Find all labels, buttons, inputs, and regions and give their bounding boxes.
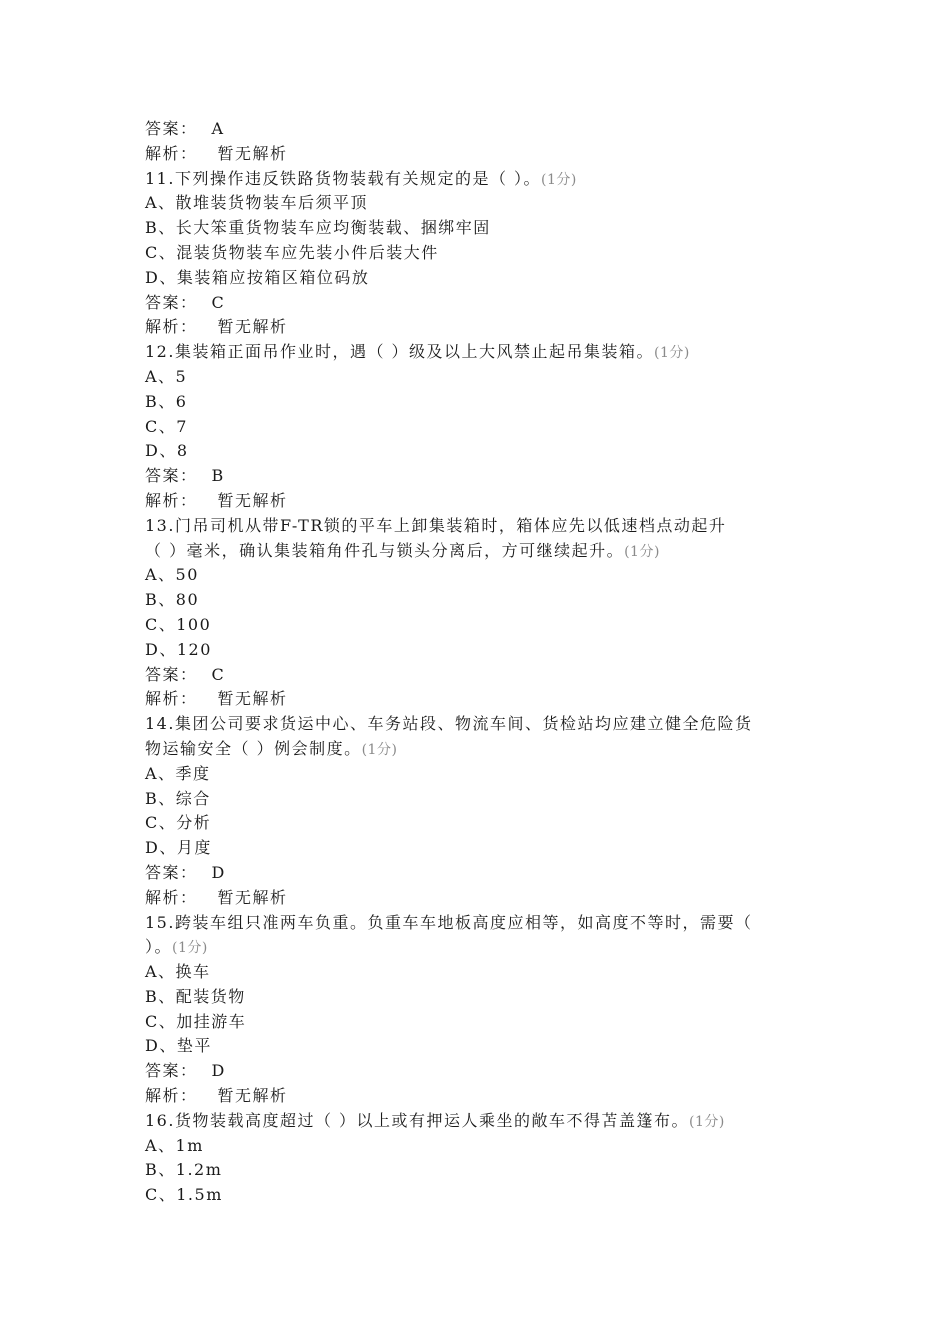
option-line [145,266,835,291]
option-text: D、120 [145,639,212,659]
answer-value: B [211,466,225,486]
analysis-value: 暂无解析 [217,1086,288,1106]
option-line [145,415,835,440]
question-text: 11.下列操作违反铁路货物装载有关规定的是（ ）。 [145,168,542,188]
question-text: 14.集团公司要求货运中心、车务站段、物流车间、货检站均应建立健全危险货 [145,714,753,734]
option-line [145,811,835,836]
answer-value: D [211,1061,226,1081]
analysis-line [145,687,835,712]
analysis-value: 暂无解析 [217,887,288,907]
question-text: 15.跨装车组只准两车负重。负重车车地板高度应相等，如高度不等时，需要（ [145,912,753,932]
option-line [145,613,835,638]
option-line [145,1010,835,1035]
answer-value: C [211,292,226,312]
question-line [145,935,835,960]
option-text: B、长大笨重货物装车应均衡装载、捆绑牢固 [145,218,491,238]
option-text: D、月度 [145,838,212,858]
question-line [145,167,835,192]
option-line [145,241,835,266]
option-line [145,216,835,241]
question-line [145,1109,835,1134]
analysis-value: 暂无解析 [217,689,288,709]
option-text: A、5 [145,366,188,386]
answer-line [145,1059,835,1084]
analysis-line [145,1084,835,1109]
question-line [145,514,835,539]
option-text: D、垫平 [145,1036,212,1056]
document-body [145,117,835,1208]
option-line [145,638,835,663]
option-line [145,588,835,613]
answer-line [145,464,835,489]
analysis-value: 暂无解析 [217,490,288,510]
answer-line [145,117,835,142]
question-score: (1分) [541,171,577,188]
analysis-label: 解析： [145,490,198,510]
answer-value: D [211,862,226,882]
analysis-label: 解析： [145,143,198,163]
option-line [145,365,835,390]
question-line [145,712,835,737]
analysis-line [145,489,835,514]
answer-line [145,861,835,886]
analysis-label: 解析： [145,887,198,907]
option-text: B、80 [145,590,200,610]
question-text: 13.门吊司机从带F-TR锁的平车上卸集装箱时，箱体应先以低速档点动起升 [145,515,727,535]
option-text: C、7 [145,416,188,436]
option-line [145,563,835,588]
answer-value: C [211,664,226,684]
analysis-line [145,315,835,340]
question-text: 物运输安全（ ）例会制度。 [145,738,362,758]
option-text: D、集装箱应按箱区箱位码放 [145,267,370,287]
answer-line [145,291,835,316]
question-text: 16.货物装载高度超过（ ）以上或有押运人乘坐的敞车不得苫盖篷布。 [145,1110,690,1130]
analysis-value: 暂无解析 [217,143,288,163]
option-line [145,1158,835,1183]
analysis-value: 暂无解析 [217,317,288,337]
option-line [145,1183,835,1208]
answer-label: 答案： [145,466,198,486]
question-score: (1分) [624,543,660,560]
analysis-label: 解析： [145,689,198,709]
answer-value: A [211,119,225,138]
option-text: B、1.2m [145,1160,223,1180]
option-line [145,1034,835,1059]
option-line [145,960,835,985]
analysis-label: 解析： [145,1086,198,1106]
option-text: B、6 [145,391,188,411]
option-line [145,439,835,464]
answer-label: 答案： [145,119,198,138]
option-text: A、季度 [145,763,211,783]
question-text: ）。 [145,937,173,957]
option-text: B、配装货物 [145,986,246,1006]
option-line [145,390,835,415]
question-line [145,539,835,564]
option-text: A、换车 [145,962,211,982]
option-line [145,836,835,861]
question-score: (1分) [361,741,398,758]
analysis-line [145,142,835,167]
question-score: (1分) [172,940,208,957]
question-score: (1分) [689,1113,725,1130]
option-text: C、加挂游车 [145,1011,247,1031]
question-line [145,340,835,365]
option-text: C、混装货物装车应先装小件后装大件 [145,242,439,262]
question-text: 12.集装箱正面吊作业时，遇（ ）级及以上大风禁止起吊集装箱。 [145,342,655,362]
question-score: (1分) [654,345,690,362]
option-line [145,787,835,812]
answer-line [145,663,835,688]
option-line [145,1134,835,1159]
option-line [145,191,835,216]
answer-label: 答案： [145,292,198,312]
option-text: C、分析 [145,813,212,833]
option-text: A、1m [145,1135,204,1155]
question-text: （ ）毫米，确认集装箱角件孔与锁头分离后，方可继续起升。 [145,540,625,560]
option-line [145,985,835,1010]
analysis-line [145,886,835,911]
option-text: B、综合 [145,788,211,808]
option-text: A、50 [145,565,199,585]
answer-label: 答案： [145,862,198,882]
option-line [145,762,835,787]
question-line [145,737,835,762]
option-text: C、1.5m [145,1185,223,1205]
answer-label: 答案： [145,664,198,684]
answer-label: 答案： [145,1061,198,1081]
option-text: D、8 [145,441,189,461]
question-line [145,911,835,936]
option-text: A、散堆装货物装车后须平顶 [145,193,369,213]
analysis-label: 解析： [145,317,198,337]
option-text: C、100 [145,614,212,634]
